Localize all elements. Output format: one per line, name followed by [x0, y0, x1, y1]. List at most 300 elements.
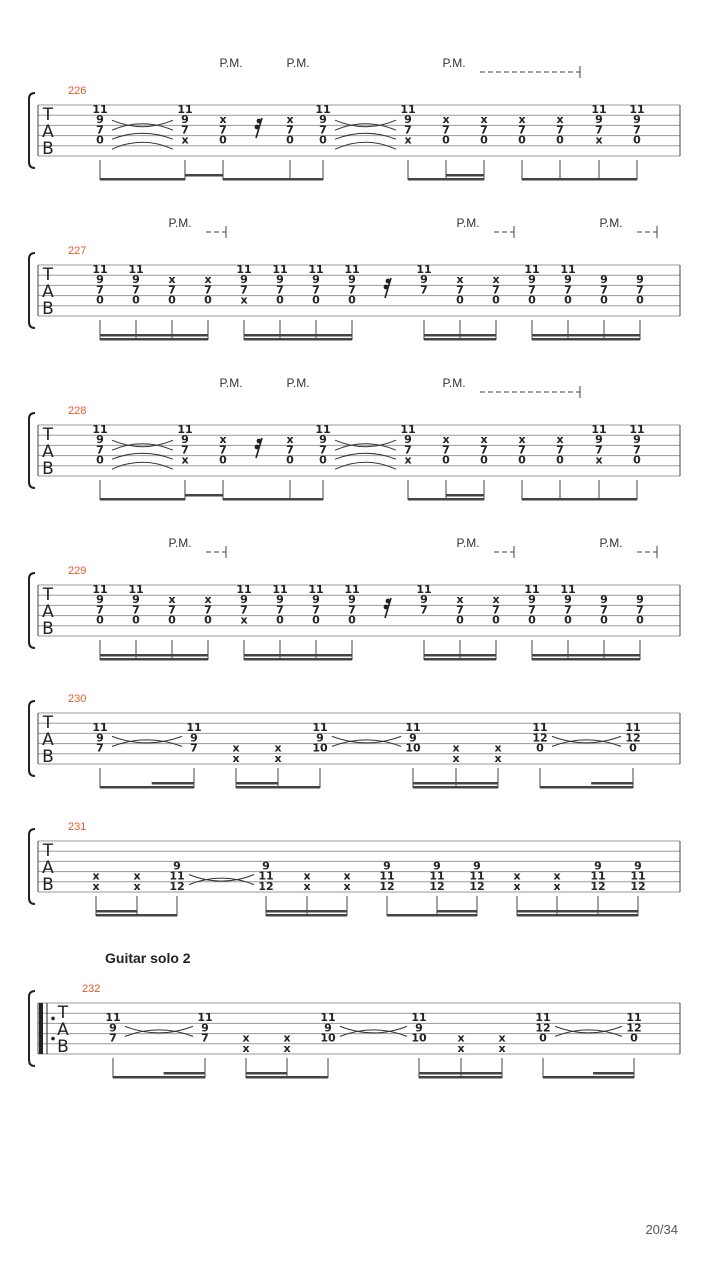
fret-number: 12 — [590, 879, 606, 893]
fret-number: 0 — [168, 613, 176, 627]
fret-number: 7 — [404, 443, 412, 457]
palm-mute-label: P.M. — [442, 56, 466, 70]
fret-number: 7 — [595, 123, 603, 137]
fret-number: 7 — [312, 603, 320, 617]
tab-clef-letter: B — [42, 299, 54, 319]
beam-secondary — [244, 334, 352, 337]
fret-number: 9 — [96, 433, 104, 447]
fret-number: 7 — [600, 603, 608, 617]
rest-dot — [384, 605, 389, 610]
fret-number: x — [518, 433, 526, 447]
beam-secondary — [532, 334, 640, 337]
fret-number: 7 — [528, 283, 536, 297]
fret-number: 0 — [536, 741, 544, 755]
fret-number: 11 — [315, 423, 331, 436]
fret-number: 0 — [629, 741, 637, 755]
fret-number: 0 — [348, 293, 356, 307]
fret-number: 11 — [626, 1011, 642, 1025]
fret-number: 12 — [169, 879, 185, 893]
beam-secondary — [244, 654, 352, 657]
fret-number: 0 — [442, 453, 450, 467]
fret-number: 12 — [379, 879, 395, 893]
fret-number: 7 — [636, 603, 644, 617]
palm-mute-label: P.M. — [442, 376, 466, 390]
beam — [96, 914, 177, 917]
fret-number: x — [181, 453, 189, 467]
tab-clef-letter: A — [42, 282, 54, 302]
beam-secondary — [419, 1072, 502, 1075]
fret-number: 11 — [405, 721, 421, 735]
beam-secondary — [437, 910, 477, 913]
fret-number: 0 — [539, 1031, 547, 1045]
fret-number: x — [204, 593, 212, 607]
fret-number: 11 — [591, 103, 607, 116]
palm-mute-label: P.M. — [168, 536, 192, 550]
fret-number: 9 — [528, 593, 536, 607]
measure-number: 231 — [68, 821, 87, 833]
fret-number: 7 — [168, 283, 176, 297]
fret-number: 9 — [528, 273, 536, 287]
fret-number: 9 — [312, 593, 320, 607]
fret-number: x — [556, 113, 564, 127]
fret-number: x — [513, 869, 521, 883]
fret-number: x — [498, 1041, 506, 1055]
measure-number: 229 — [68, 565, 87, 577]
fret-number: x — [92, 879, 100, 893]
beam — [532, 658, 640, 661]
sixteenth-rest — [255, 438, 262, 458]
fret-number: 11 — [177, 103, 193, 116]
fret-number: 7 — [420, 603, 428, 617]
beam — [266, 914, 347, 917]
palm-mute-label: P.M. — [599, 216, 623, 230]
fret-number: 0 — [480, 453, 488, 467]
fret-number: x — [274, 741, 282, 755]
fret-number: 0 — [442, 133, 450, 147]
tab-system — [29, 536, 680, 661]
fret-number: 11 — [524, 583, 540, 596]
fret-number: 9 — [319, 113, 327, 127]
fret-number: 7 — [636, 283, 644, 297]
fret-number: 0 — [492, 613, 500, 627]
tab-clef-letter: A — [42, 602, 54, 622]
fret-number: 11 — [560, 263, 576, 276]
fret-number: 0 — [564, 613, 572, 627]
tab-clef-letter: B — [42, 875, 54, 895]
fret-number: 9 — [190, 731, 198, 745]
fret-number: 0 — [564, 293, 572, 307]
fret-number: 9 — [633, 113, 641, 127]
fret-number: 11 — [411, 1011, 427, 1025]
tab-system — [29, 216, 680, 341]
tie-arc — [335, 133, 396, 139]
fret-number: 7 — [492, 283, 500, 297]
sixteenth-rest — [384, 278, 391, 298]
tab-clef-letter: T — [42, 425, 54, 445]
fret-number: x — [274, 751, 282, 765]
fret-number: 11 — [630, 869, 646, 883]
fret-number: 9 — [312, 273, 320, 287]
fret-number: 7 — [240, 603, 248, 617]
repeat-thick-bar — [39, 1003, 43, 1054]
fret-number: 11 — [186, 721, 202, 735]
beam — [244, 338, 352, 341]
fret-number: x — [494, 741, 502, 755]
fret-number: 9 — [316, 731, 324, 745]
tab-clef-letter: A — [57, 1020, 69, 1040]
fret-number: 7 — [492, 603, 500, 617]
fret-number: x — [494, 751, 502, 765]
beam — [100, 658, 208, 661]
rest-dot — [257, 119, 262, 124]
fret-number: x — [457, 1031, 465, 1045]
fret-number: 11 — [128, 583, 144, 596]
palm-mute-label: P.M. — [286, 56, 310, 70]
fret-number: 7 — [181, 443, 189, 457]
fret-number: 7 — [312, 283, 320, 297]
tab-clef-letter: A — [42, 122, 54, 142]
tab-system — [29, 56, 680, 181]
beam — [522, 178, 637, 181]
palm-mute-label: P.M. — [219, 376, 243, 390]
system-bracket — [29, 93, 35, 168]
fret-number: 10 — [320, 1031, 336, 1045]
beam-secondary — [100, 654, 208, 657]
sixteenth-rest — [255, 118, 262, 138]
fret-number: x — [232, 751, 240, 765]
system-bracket — [29, 991, 35, 1066]
fret-number: 0 — [528, 293, 536, 307]
fret-number: 10 — [411, 1031, 427, 1045]
fret-number: 9 — [173, 859, 181, 873]
fret-number: 0 — [276, 613, 284, 627]
fret-number: 11 — [92, 721, 108, 735]
fret-number: 9 — [201, 1021, 209, 1035]
fret-number: x — [343, 879, 351, 893]
fret-number: 11 — [379, 869, 395, 883]
beam-secondary — [446, 494, 484, 497]
fret-number: 9 — [96, 113, 104, 127]
fret-number: 9 — [96, 731, 104, 745]
fret-number: 11 — [524, 263, 540, 276]
fret-number: 9 — [132, 593, 140, 607]
fret-number: x — [133, 869, 141, 883]
fret-number: 7 — [276, 603, 284, 617]
fret-number: 9 — [276, 593, 284, 607]
tab-clef-letter: T — [42, 841, 54, 861]
beam-secondary — [424, 654, 496, 657]
beam-secondary — [593, 1072, 634, 1075]
fret-number: 11 — [169, 869, 185, 883]
fret-number: 9 — [96, 273, 104, 287]
fret-number: 11 — [92, 423, 108, 436]
fret-number: 9 — [348, 273, 356, 287]
beam — [223, 498, 323, 501]
fret-number: 7 — [518, 123, 526, 137]
fret-number: x — [492, 273, 500, 287]
tie-arc — [112, 133, 173, 139]
tie-arc — [112, 453, 173, 459]
fret-number: x — [232, 741, 240, 755]
fret-number: x — [283, 1041, 291, 1055]
tab-clef-letter: B — [57, 1037, 69, 1057]
beam — [543, 1076, 634, 1079]
fret-number: 12 — [625, 731, 641, 745]
fret-number: 7 — [480, 123, 488, 137]
fret-number: 7 — [201, 1031, 209, 1045]
fret-number: 9 — [594, 859, 602, 873]
fret-number: x — [452, 751, 460, 765]
measure-number: 228 — [68, 405, 87, 417]
fret-number: 0 — [600, 293, 608, 307]
fret-number: 7 — [595, 443, 603, 457]
rest-dot — [257, 439, 262, 444]
fret-number: 7 — [96, 603, 104, 617]
repeat-dot — [51, 1037, 55, 1041]
fret-number: x — [219, 113, 227, 127]
fret-number: 9 — [276, 273, 284, 287]
fret-number: 11 — [629, 423, 645, 436]
fret-number: x — [595, 453, 603, 467]
fret-number: 0 — [319, 133, 327, 147]
fret-number: x — [303, 869, 311, 883]
fret-number: x — [92, 869, 100, 883]
fret-number: 7 — [564, 603, 572, 617]
fret-number: x — [133, 879, 141, 893]
fret-number: 12 — [258, 879, 274, 893]
fret-number: x — [553, 869, 561, 883]
beam — [113, 1076, 205, 1079]
beam — [387, 914, 477, 917]
fret-number: 12 — [532, 731, 548, 745]
fret-number: 7 — [600, 283, 608, 297]
palm-mute-label: P.M. — [219, 56, 243, 70]
fret-number: 11 — [197, 1011, 213, 1025]
fret-number: 11 — [344, 263, 360, 276]
fret-number: 11 — [591, 423, 607, 436]
fret-number: 11 — [629, 103, 645, 116]
fret-number: 7 — [190, 741, 198, 755]
fret-number: 0 — [276, 293, 284, 307]
rest-dot — [386, 279, 391, 284]
tab-clef-letter: A — [42, 858, 54, 878]
fret-number: 7 — [96, 283, 104, 297]
fret-number: 9 — [595, 433, 603, 447]
fret-number: 11 — [128, 263, 144, 276]
fret-number: 11 — [590, 869, 606, 883]
beam — [236, 786, 320, 789]
tab-clef-letter: A — [42, 442, 54, 462]
fret-number: 7 — [456, 283, 464, 297]
fret-number: 11 — [429, 869, 445, 883]
fret-number: 12 — [626, 1021, 642, 1035]
system-bracket — [29, 829, 35, 904]
fret-number: x — [595, 133, 603, 147]
fret-number: 0 — [630, 1031, 638, 1045]
fret-number: 10 — [405, 741, 421, 755]
fret-number: 9 — [109, 1021, 117, 1035]
palm-mute-label: P.M. — [168, 216, 192, 230]
fret-number: 9 — [420, 593, 428, 607]
fret-number: 11 — [177, 423, 193, 436]
fret-number: 0 — [456, 293, 464, 307]
fret-number: x — [513, 879, 521, 893]
tab-clef-letter: T — [42, 265, 54, 285]
fret-number: 11 — [320, 1011, 336, 1025]
beam-secondary — [185, 174, 223, 177]
palm-mute-label: P.M. — [286, 376, 310, 390]
fret-number: 0 — [636, 293, 644, 307]
tab-clef-letter: B — [42, 139, 54, 159]
beam — [244, 658, 352, 661]
fret-number: x — [404, 133, 412, 147]
fret-number: 12 — [535, 1021, 551, 1035]
fret-number: 7 — [219, 123, 227, 137]
beam — [540, 786, 633, 789]
fret-number: 9 — [433, 859, 441, 873]
fret-number: 9 — [319, 433, 327, 447]
fret-number: 11 — [315, 103, 331, 116]
measure-number: 230 — [68, 693, 87, 705]
tab-system — [29, 376, 680, 501]
tab-clef-letter: T — [42, 105, 54, 125]
beam-secondary — [100, 334, 208, 337]
system-bracket — [29, 701, 35, 776]
fret-number: x — [283, 1031, 291, 1045]
fret-number: 7 — [96, 443, 104, 457]
fret-number: x — [242, 1031, 250, 1045]
beam-secondary — [236, 782, 278, 785]
fret-number: 0 — [312, 613, 320, 627]
fret-number: 11 — [416, 583, 432, 596]
system-bracket — [29, 253, 35, 328]
fret-number: 9 — [383, 859, 391, 873]
fret-number: 0 — [633, 133, 641, 147]
fret-number: 11 — [272, 583, 288, 596]
fret-number: x — [442, 113, 450, 127]
beam-secondary — [164, 1072, 205, 1075]
fret-number: 0 — [528, 613, 536, 627]
fret-number: 9 — [564, 273, 572, 287]
fret-number: 11 — [625, 721, 641, 735]
fret-number: 7 — [204, 283, 212, 297]
fret-number: x — [303, 879, 311, 893]
fret-number: 7 — [442, 443, 450, 457]
beam — [522, 498, 637, 501]
beam — [246, 1076, 328, 1079]
fret-number: 11 — [400, 423, 416, 436]
fret-number: 9 — [262, 859, 270, 873]
fret-number: 9 — [324, 1021, 332, 1035]
fret-number: 9 — [240, 273, 248, 287]
fret-number: 7 — [204, 603, 212, 617]
fret-number: 9 — [633, 433, 641, 447]
fret-number: 11 — [236, 263, 252, 276]
fret-number: 7 — [528, 603, 536, 617]
beam — [419, 1076, 502, 1079]
fret-number: 0 — [132, 293, 140, 307]
fret-number: 9 — [409, 731, 417, 745]
fret-number: 7 — [556, 443, 564, 457]
fret-number: 7 — [456, 603, 464, 617]
fret-number: 0 — [600, 613, 608, 627]
fret-number: 9 — [595, 113, 603, 127]
fret-number: 0 — [219, 133, 227, 147]
fret-number: 0 — [518, 453, 526, 467]
tab-clef-letter: B — [42, 459, 54, 479]
measure-number: 227 — [68, 245, 87, 257]
fret-number: 9 — [415, 1021, 423, 1035]
fret-number: 11 — [312, 721, 328, 735]
fret-number: x — [286, 113, 294, 127]
section-label: Guitar solo 2 — [105, 950, 191, 966]
fret-number: x — [456, 273, 464, 287]
tab-clef-letter: B — [42, 747, 54, 767]
fret-number: 7 — [633, 123, 641, 137]
rest-dot — [386, 599, 391, 604]
fret-number: 11 — [400, 103, 416, 116]
fret-number: 0 — [480, 133, 488, 147]
fret-number: 7 — [633, 443, 641, 457]
beam-secondary — [266, 910, 347, 913]
tab-clef-letter: T — [42, 713, 54, 733]
system-bracket — [29, 573, 35, 648]
fret-number: 0 — [96, 293, 104, 307]
fret-number: 12 — [630, 879, 646, 893]
fret-number: 9 — [600, 593, 608, 607]
fret-number: 9 — [181, 433, 189, 447]
fret-number: x — [286, 433, 294, 447]
fret-number: 7 — [556, 123, 564, 137]
fret-number: 9 — [240, 593, 248, 607]
fret-number: 11 — [308, 583, 324, 596]
fret-number: x — [404, 453, 412, 467]
fret-number: x — [480, 113, 488, 127]
fret-number: 7 — [518, 443, 526, 457]
beam-secondary — [246, 1072, 287, 1075]
beam-secondary — [96, 910, 137, 913]
fret-number: 10 — [312, 741, 328, 755]
beam — [100, 498, 185, 501]
beam — [223, 178, 323, 181]
fret-number: 11 — [308, 263, 324, 276]
fret-number: x — [556, 433, 564, 447]
palm-mute-label: P.M. — [456, 216, 480, 230]
fret-number: 7 — [480, 443, 488, 457]
fret-number: x — [240, 293, 248, 307]
fret-number: x — [457, 1041, 465, 1055]
fret-number: 9 — [181, 113, 189, 127]
fret-number: 7 — [319, 443, 327, 457]
fret-number: 7 — [132, 283, 140, 297]
fret-number: 0 — [319, 453, 327, 467]
beam — [424, 338, 496, 341]
fret-number: 0 — [96, 453, 104, 467]
tab-system — [29, 693, 680, 789]
rest-dot — [384, 285, 389, 290]
beam — [100, 338, 208, 341]
sixteenth-rest — [384, 598, 391, 618]
fret-number: 7 — [219, 443, 227, 457]
fret-number: 9 — [348, 593, 356, 607]
fret-number: 0 — [219, 453, 227, 467]
fret-number: 11 — [258, 869, 274, 883]
beam-secondary — [424, 334, 496, 337]
fret-number: 7 — [109, 1031, 117, 1045]
fret-number: 7 — [276, 283, 284, 297]
fret-number: 11 — [272, 263, 288, 276]
fret-number: 9 — [636, 273, 644, 287]
